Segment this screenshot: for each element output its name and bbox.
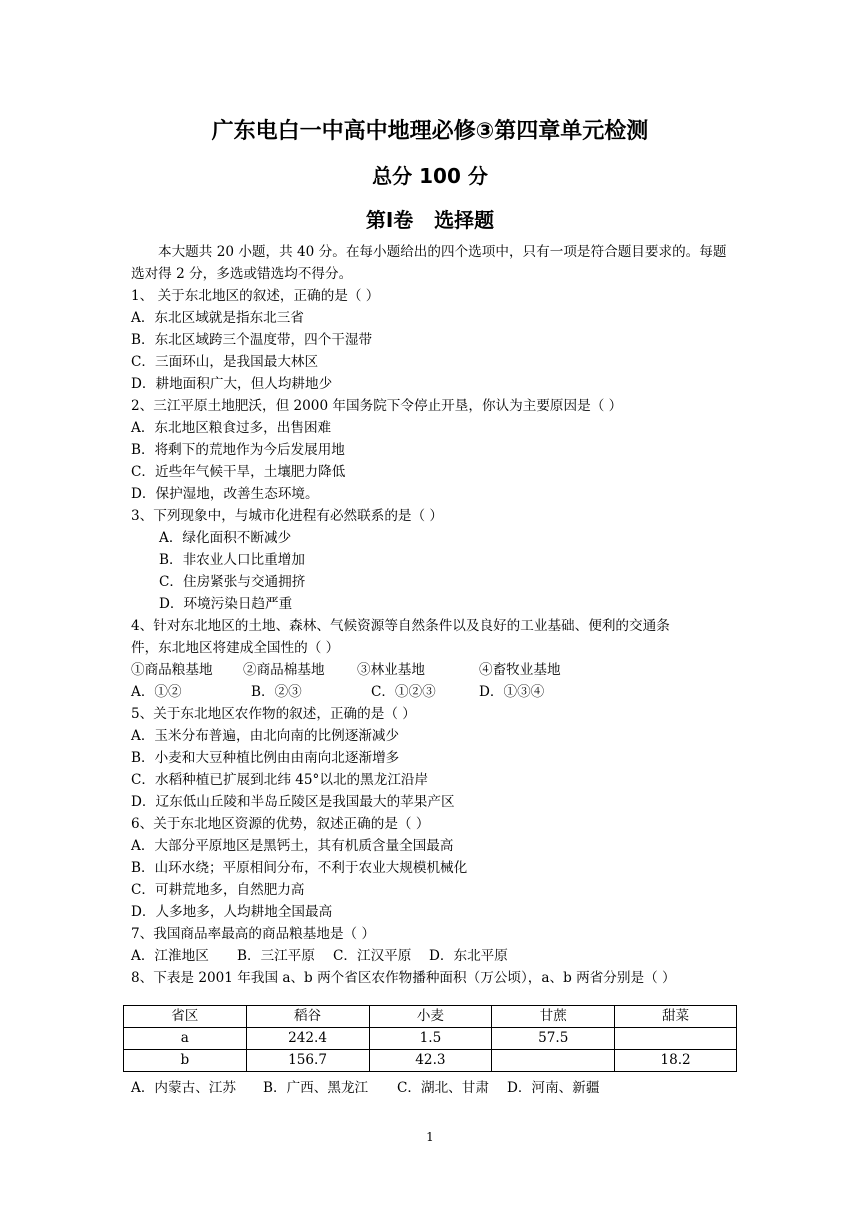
question-2-option-d: D．保护湿地，改善生态环境。: [131, 486, 319, 502]
question-5-option-a: A．玉米分布普遍，由北向南的比例逐渐减少: [131, 728, 400, 744]
table-header-cell: 稻谷: [246, 1006, 369, 1028]
question-4-options: [131, 681, 735, 703]
question-5-option-c: C．水稻种植已扩展到北纬 45°以北的黑龙江沿岸: [131, 772, 429, 788]
question-3-option-d: D．环境污染日趋严重: [159, 596, 293, 612]
question-3-option-a: A．绿化面积不断减少: [159, 530, 292, 546]
question-7-option-b: B．三江平原: [237, 948, 315, 964]
table-header-cell: 小麦: [369, 1006, 492, 1028]
question-2-option-c: C．近些年气候干旱，土壤肥力降低: [131, 464, 346, 480]
question-7-stem: 7、我国商品率最高的商品粮基地是（ ）: [131, 926, 376, 942]
question-7-options: [131, 945, 735, 967]
question-7-option-d: D．东北平原: [429, 948, 508, 964]
question-1-stem: 1、 关于东北地区的叙述，正确的是（ ）: [131, 288, 380, 304]
table-cell: 1.5: [369, 1028, 492, 1050]
document-title: 广东电白一中高中地理必修③第四章单元检测: [211, 119, 649, 144]
question-3-stem: 3、下列现象中，与城市化进程有必然联系的是（ ）: [131, 508, 444, 524]
question-1-option-a: A．东北区域就是指东北三省: [131, 310, 304, 326]
page-number: 1: [426, 1130, 434, 1144]
question-2-stem: 2、三江平原土地肥沃，但 2000 年国务院下令停止开垦，你认为主要原因是（ ）: [131, 398, 623, 414]
question-5-stem: 5、关于东北地区农作物的叙述，正确的是（ ）: [131, 706, 416, 722]
question-4-option-c: C．①②③: [371, 684, 436, 700]
question-8-option-b: B．广西、黑龙江: [263, 1080, 369, 1096]
table-cell: b: [124, 1050, 247, 1072]
question-8-option-d: D．河南、新疆: [507, 1080, 600, 1096]
question-3-option-c: C．住房紧张与交通拥挤: [159, 574, 306, 590]
question-6-option-b: B．山环水绕；平原相间分布，不利于农业大规模机械化: [131, 860, 468, 876]
table-row: [124, 1028, 737, 1050]
question-4-option-a: A．①②: [131, 684, 182, 700]
table-cell: 242.4: [246, 1028, 369, 1050]
table-row: [124, 1050, 737, 1072]
question-4-item-1: ①商品粮基地: [131, 662, 213, 678]
crop-area-table: [123, 1005, 737, 1072]
question-4-stem-line-1: 4、针对东北地区的土地、森林、气候资源等自然条件以及良好的工业基础、便利的交通条: [131, 618, 670, 634]
question-6-option-d: D．人多地多，人均耕地全国最高: [131, 904, 333, 920]
table-cell: 42.3: [369, 1050, 492, 1072]
question-1-option-c: C．三面环山，是我国最大林区: [131, 354, 319, 370]
table-cell: 57.5: [492, 1028, 615, 1050]
question-list: [131, 241, 735, 989]
question-4-items: [131, 659, 735, 681]
question-4-option-d: D．①③④: [479, 684, 545, 700]
question-6-option-c: C．可耕荒地多，自然肥力高: [131, 882, 305, 898]
question-8-option-c: C．湖北、甘肃: [397, 1080, 489, 1096]
question-3-option-b: B．非农业人口比重增加: [159, 552, 305, 568]
table-cell: 156.7: [246, 1050, 369, 1072]
table-cell: 18.2: [615, 1050, 737, 1072]
question-6-option-a: A．大部分平原地区是黑钙土，其有机质含量全国最高: [131, 838, 454, 854]
section-heading: 第Ⅰ卷 选择题: [365, 208, 495, 232]
table-header-cell: 省区: [124, 1006, 247, 1028]
question-5-option-b: B．小麦和大豆种植比例由由南向北逐渐增多: [131, 750, 400, 766]
question-4-option-b: B．②③: [251, 684, 302, 700]
table-header-row: [124, 1006, 737, 1028]
question-7-option-c: C．江汉平原: [333, 948, 412, 964]
question-8-option-a: A．内蒙古、江苏: [131, 1080, 236, 1096]
question-1-option-d: D．耕地面积广大，但人均耕地少: [131, 376, 333, 392]
table-cell: a: [124, 1028, 247, 1050]
question-4-stem-line-2: 件，东北地区将建成全国性的（ ）: [131, 640, 340, 656]
instructions: 本大题共 20 小题，共 40 分。在每小题给出的四个选项中，只有一项是符合题目要求的。每题选对得 2 分，多选或错选均不得分。: [131, 244, 727, 282]
table-header-cell: 甘蔗: [492, 1006, 615, 1028]
question-8-stem: 8、下表是 2001 年我国 a、b 两个省区农作物播种面积（万公顷），a、b 两省分别是（ ）: [131, 970, 676, 986]
question-8-options: [131, 1076, 599, 1096]
question-2-option-a: A．东北地区粮食过多，出售困难: [131, 420, 332, 436]
question-1-option-b: B．东北区域跨三个温度带，四个干湿带: [131, 332, 373, 348]
table-header-cell: 甜菜: [615, 1006, 737, 1028]
question-6-stem: 6、关于东北地区资源的优势，叙述正确的是（ ）: [131, 816, 430, 832]
table-cell: [492, 1050, 615, 1072]
question-5-option-d: D．辽东低山丘陵和半岛丘陵区是我国最大的苹果产区: [131, 794, 455, 810]
table-cell: [615, 1028, 737, 1050]
total-score: 总分 100 分: [372, 164, 488, 188]
question-4-item-4: ④畜牧业基地: [479, 662, 561, 678]
question-7-option-a: A．江淮地区: [131, 948, 209, 964]
question-4-item-2: ②商品棉基地: [243, 662, 325, 678]
question-4-item-3: ③林业基地: [357, 662, 425, 678]
question-2-option-b: B．将剩下的荒地作为今后发展用地: [131, 442, 345, 458]
